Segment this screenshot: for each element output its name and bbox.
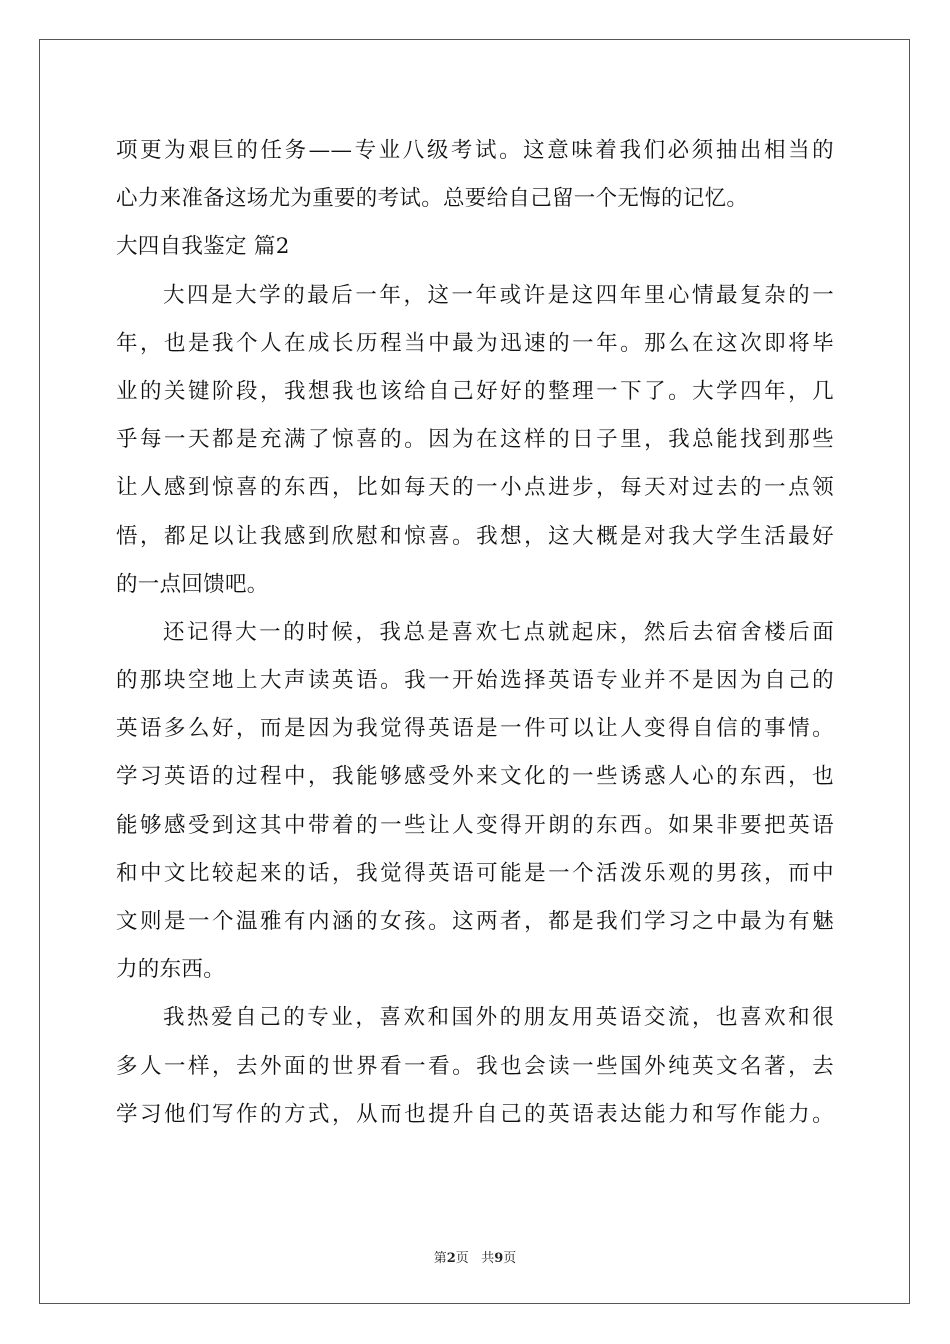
text-line: 业的关键阶段，我想我也该给自己好好的整理一下了。大学四年，几	[116, 378, 834, 404]
text-line: 乎每一天都是充满了惊喜的。因为在这样的日子里，我总能找到那些	[116, 427, 834, 453]
footer-page-number: 2	[446, 1251, 456, 1266]
text-line: 年，也是我个人在成长历程当中最为迅速的一年。那么在这次即将毕	[116, 330, 834, 356]
text-line: 悟，都足以让我感到欣慰和惊喜。我想，这大概是对我大学生活最好	[116, 523, 834, 549]
text-line: 学习英语的过程中，我能够感受外来文化的一些诱惑人心的东西，也	[116, 764, 834, 790]
page-footer	[0, 1247, 950, 1266]
text-line: 项更为艰巨的任务——专业八级考试。这意味着我们必须抽出相当的	[116, 138, 834, 163]
text-line: 和中文比较起来的话，我觉得英语可能是一个活泼乐观的男孩，而中	[116, 860, 834, 886]
text-line: 力的东西。	[116, 957, 226, 983]
text-line: 的那块空地上大声读英语。我一开始选择英语专业并不是因为自己的	[116, 668, 834, 694]
text-line: 学习他们写作的方式，从而也提升自己的英语表达能力和写作能力。	[116, 1101, 834, 1127]
text-line: 能够感受到这其中带着的一些让人变得开朗的东西。如果非要把英语	[116, 812, 834, 838]
document-body	[116, 127, 834, 1139]
text-line: 让人感到惊喜的东西，比如每天的一小点进步，每天对过去的一点领	[116, 475, 834, 501]
text-line: 我热爱自己的专业，喜欢和国外的朋友用英语交流，也喜欢和很	[163, 1005, 834, 1031]
text-line: 的一点回馈吧。	[116, 571, 269, 597]
text-line: 多人一样，去外面的世界看一看。我也会读一些国外纯英文名著，去	[116, 1053, 834, 1079]
section-heading: 大四自我鉴定 篇2	[116, 234, 290, 260]
footer-page-suffix: 页	[455, 1251, 469, 1266]
text-line: 英语多么好，而是因为我觉得英语是一件可以让人变得自信的事情。	[116, 716, 834, 742]
footer-total-pages: 9	[494, 1251, 504, 1266]
text-line: 还记得大一的时候，我总是喜欢七点就起床，然后去宿舍楼后面	[163, 619, 834, 645]
footer-prefix: 第	[433, 1251, 447, 1266]
text-line: 文则是一个温雅有内涵的女孩。这两者，都是我们学习之中最为有魅	[116, 909, 834, 934]
text-line: 大四是大学的最后一年，这一年或许是这四年里心情最复杂的一	[163, 282, 834, 308]
text-line: 心力来准备这场尤为重要的考试。总要给自己留一个无悔的记忆。	[116, 186, 749, 212]
footer-total-suffix: 页	[503, 1251, 517, 1266]
footer-total-prefix: 共	[481, 1251, 495, 1266]
